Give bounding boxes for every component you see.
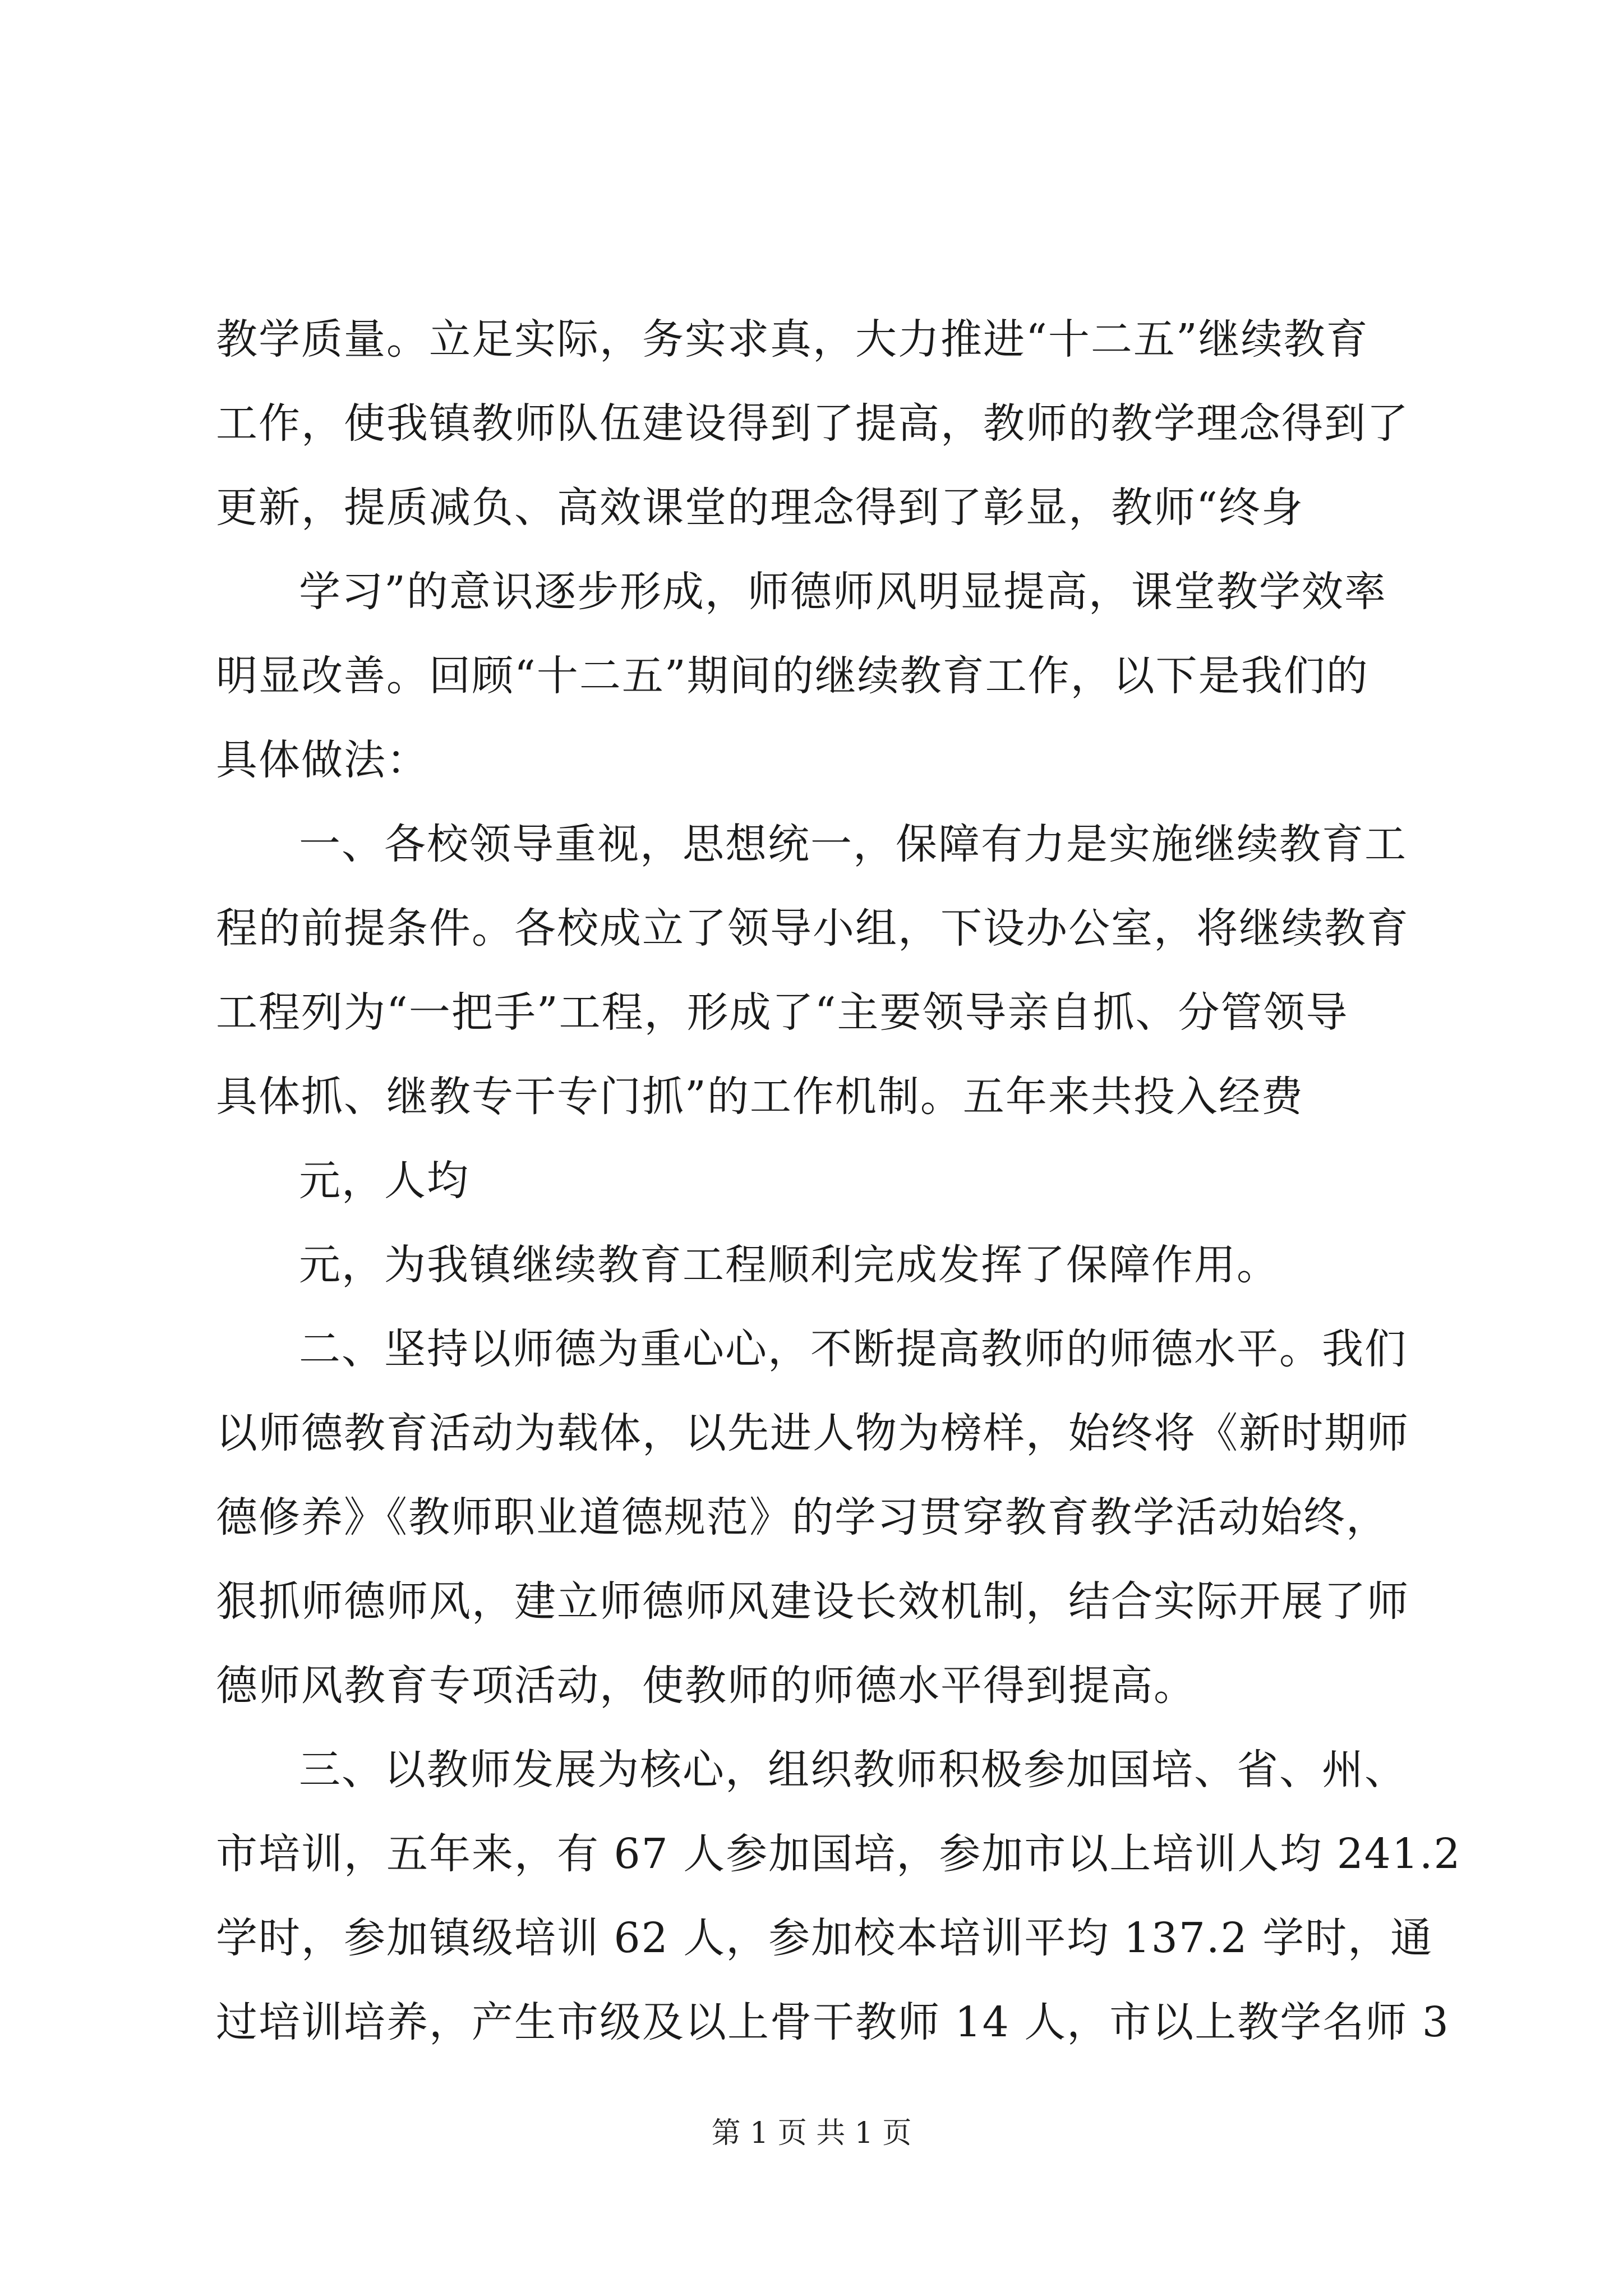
text-line: 二、坚持以师德为重心心，不断提高教师的师德水平。我们 (299, 1325, 1407, 1373)
text-line: 过培训培养，产生市级及以上骨干教师 14 人，市以上教学名师 3 (216, 1998, 1450, 2046)
text-line: 工程列为“一把手”工程，形成了“主要领导亲自抓、分管领导 (216, 988, 1349, 1037)
text-line: 教学质量。立足实际，务实求真，大力推进“十二五”继续教育 (216, 315, 1369, 364)
text-line: 德师风教育专项活动，使教师的师德水平得到提高。 (216, 1662, 1196, 1710)
text-line: 元，人均 (299, 1157, 469, 1205)
text-line: 工作，使我镇教师队伍建设得到了提高，教师的教学理念得到了 (216, 399, 1409, 448)
body-text (216, 297, 1461, 2064)
page-footer: 第 1 页 共 1 页 (711, 2116, 912, 2150)
text-line: 德修养》《教师职业道德规范》的学习贯穿教育教学活动始终， (216, 1493, 1389, 1542)
text-line: 学习”的意识逐步形成，师德师风明显提高，课堂教学效率 (299, 568, 1387, 616)
text-line: 一、各校领导重视，思想统一，保障有力是实施继续教育工 (299, 820, 1407, 868)
text-line: 更新，提质减负、高效课堂的理念得到了彰显，教师“终身 (216, 484, 1304, 532)
text-line: 市培训，五年来，有 67 人参加国培，参加市以上培训人均 241.2 (216, 1830, 1461, 1878)
text-line: 狠抓师德师风，建立师德师风建设长效机制，结合实际开展了师 (216, 1577, 1409, 1626)
text-line: 三、以教师发展为核心，组织教师积极参加国培、省、州、 (299, 1746, 1407, 1794)
text-line: 具体抓、继教专干专门抓”的工作机制。五年来共投入经费 (216, 1073, 1304, 1121)
text-line: 程的前提条件。各校成立了领导小组，下设办公室，将继续教育 (216, 904, 1409, 953)
text-line: 具体做法： (216, 736, 429, 784)
text-line: 明显改善。回顾“十二五”期间的继续教育工作，以下是我们的 (216, 652, 1369, 700)
text-line: 元，为我镇继续教育工程顺利完成发挥了保障作用。 (299, 1241, 1279, 1289)
text-line: 学时，参加镇级培训 62 人，参加校本培训平均 137.2 学时，通 (216, 1914, 1433, 1962)
text-line: 以师德教育活动为载体，以先进人物为榜样，始终将《新时期师 (216, 1409, 1409, 1457)
